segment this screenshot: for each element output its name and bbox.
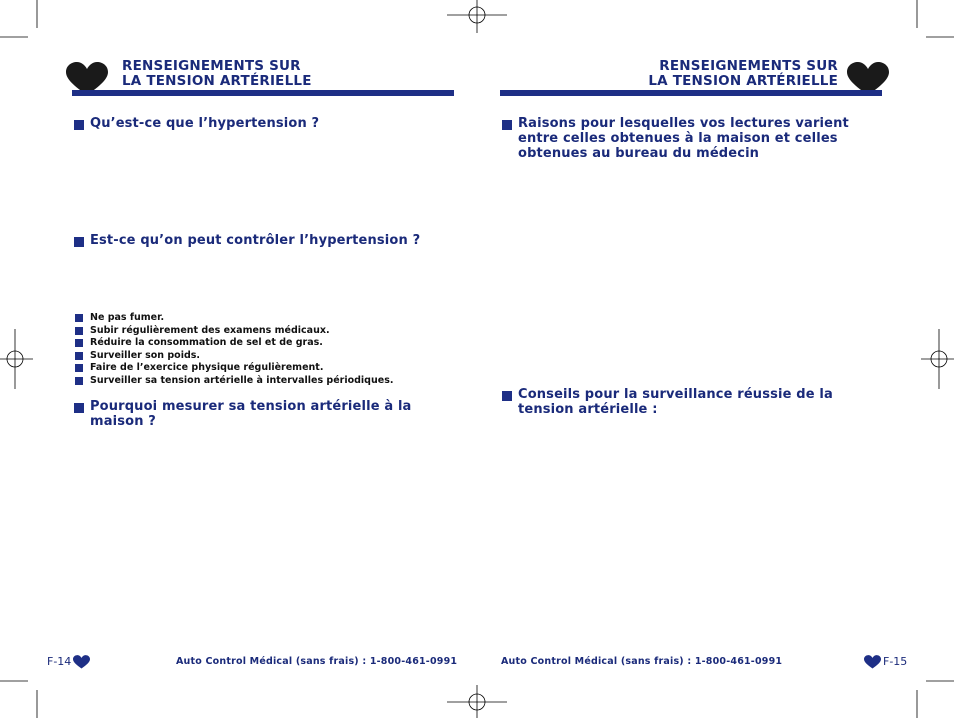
- registration-mark-icon: [921, 329, 954, 389]
- right-question-1-line1: Raisons pour lesquelles vos lectures varient: [518, 116, 849, 131]
- square-bullet-icon: [502, 391, 512, 401]
- tip-text: Faire de l’exercice physique régulièrement.: [90, 362, 324, 373]
- right-footer: Auto Control Médical (sans frais) : 1-800-461-0991: [501, 656, 783, 667]
- right-question-2-line2: tension artérielle :: [518, 402, 658, 417]
- list-item: [75, 362, 393, 375]
- right-question-2: [518, 387, 833, 417]
- left-question-3: [90, 399, 411, 429]
- square-bullet-icon: [75, 314, 83, 322]
- right-page-number: F-15: [883, 655, 908, 668]
- list-item: [75, 350, 393, 363]
- right-header-line2: LA TENSION ARTÉRIELLE: [648, 73, 838, 89]
- tip-text: Surveiller son poids.: [90, 349, 201, 361]
- registration-mark-icon: [0, 329, 33, 389]
- left-header-rule: [72, 90, 454, 96]
- heart-icon: [73, 655, 90, 669]
- tip-text: Réduire la consommation de sel et de gras.: [90, 337, 323, 348]
- left-question-1: Qu’est-ce que l’hypertension ?: [90, 116, 320, 131]
- list-item: [75, 337, 393, 350]
- left-question-3-line1: Pourquoi mesurer sa tension artérielle à la: [90, 399, 412, 414]
- square-bullet-icon: [74, 403, 84, 413]
- list-item: [75, 375, 393, 388]
- right-question-2-line1: Conseils pour la surveillance réussie de la: [518, 387, 833, 402]
- right-question-1-line3: obtenues au bureau du médecin: [518, 146, 760, 161]
- square-bullet-icon: [75, 352, 83, 360]
- square-bullet-icon: [74, 237, 84, 247]
- square-bullet-icon: [75, 364, 83, 372]
- tip-text: Subir régulièrement des examens médicaux.: [90, 324, 330, 336]
- square-bullet-icon: [75, 327, 83, 335]
- left-header-line2: LA TENSION ARTÉRIELLE: [122, 73, 312, 89]
- tip-text: Surveiller sa tension artérielle à intervalles périodiques.: [90, 374, 394, 386]
- right-header-line1: RENSEIGNEMENTS SUR: [659, 58, 838, 74]
- left-footer: Auto Control Médical (sans frais) : 1-800-461-0991: [176, 656, 458, 667]
- list-item: [75, 312, 393, 325]
- square-bullet-icon: [75, 339, 83, 347]
- right-header-rule: [500, 90, 882, 96]
- right-question-1: [518, 116, 849, 161]
- square-bullet-icon: [75, 377, 83, 385]
- square-bullet-icon: [74, 120, 84, 130]
- left-page-number: F-14: [47, 655, 72, 668]
- square-bullet-icon: [502, 120, 512, 130]
- left-question-3-line2: maison ?: [90, 414, 156, 429]
- right-header: [648, 59, 838, 89]
- left-question-2: Est-ce qu’on peut contrôler l’hypertension ?: [90, 233, 421, 248]
- registration-mark-icon: [447, 685, 507, 718]
- left-header: [122, 59, 312, 89]
- heart-icon: [864, 655, 881, 669]
- registration-mark-icon: [447, 0, 507, 33]
- tip-text: Ne pas fumer.: [90, 312, 165, 323]
- right-question-1-line2: entre celles obtenues à la maison et celles: [518, 131, 838, 146]
- left-header-line1: RENSEIGNEMENTS SUR: [122, 58, 301, 74]
- list-item: [75, 325, 393, 338]
- tips-list: [75, 312, 393, 387]
